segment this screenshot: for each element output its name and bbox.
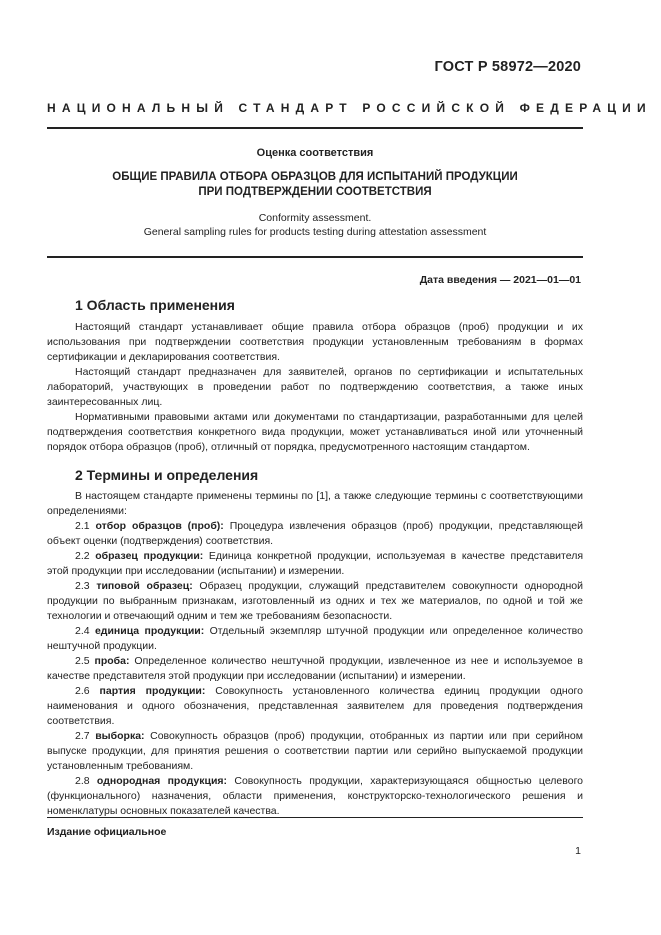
edition-note: Издание официальное: [47, 826, 167, 838]
term-number: 2.7: [75, 730, 90, 742]
main-title-line1: ОБЩИЕ ПРАВИЛА ОТБОРА ОБРАЗЦОВ ДЛЯ ИСПЫТАНИЙ ПРОДУКЦИИ: [112, 171, 518, 183]
term-entry: [47, 729, 583, 774]
english-title-line2: General sampling rules for products testing during attestation assessment: [143, 226, 487, 238]
english-title: [47, 211, 583, 239]
term-name: единица продукции:: [94, 625, 205, 637]
main-content: [47, 297, 583, 819]
term-name: однородная продукция:: [96, 775, 228, 787]
term-entry: [47, 579, 583, 624]
section2-heading: 2 Термины и определения: [75, 467, 259, 483]
term-number: 2.5: [75, 655, 90, 667]
gost-code: ГОСТ Р 58972—2020: [434, 59, 581, 75]
top-divider: [47, 127, 583, 129]
term-definition: Совокупность образцов (проб) продукции, отобранных из партии или при серийном выпуске продукции, для принятия решения о соответствии партии или серийно выпускаемой продукции установленным требованиям.: [47, 730, 583, 772]
section-label: Оценка соответствия: [256, 147, 374, 159]
term-definition: Определенное количество нештучной продукции, извлеченное из нее и используемое в качестве представителя этой продукции при исследовании (испытании) и измерении.: [47, 655, 584, 682]
term-name: типовой образец:: [96, 580, 193, 592]
term-number: 2.8: [75, 775, 90, 787]
term-entry: [47, 519, 583, 549]
term-name: отбор образцов (проб):: [95, 520, 224, 532]
section1-paragraph: Настоящий стандарт устанавливает общие правила отбора образцов (проб) продукции и их использования при подтверждении соответствия продукции установленным требованиям в формах сертификации и декларирования соответствия.: [47, 321, 583, 363]
term-name: партия продукции:: [99, 685, 206, 697]
term-number: 2.3: [75, 580, 90, 592]
term-name: выборка:: [95, 730, 145, 742]
term-definition: Единица конкретной продукции, используемая в качестве представителя этой продукции при исследовании (испытании) и измерении.: [47, 550, 584, 577]
term-definition: Отдельный экземпляр штучной продукции или определенное количество нештучной продукции.: [47, 625, 583, 652]
section1-heading: 1 Область применения: [75, 297, 235, 313]
term-entry: [47, 774, 583, 819]
term-entry: [47, 654, 583, 684]
page-number: 1: [575, 845, 581, 857]
section2-intro: В настоящем стандарте применены термины по [1], а также следующие термины с соответствующими определениями:: [47, 490, 583, 517]
term-number: 2.2: [75, 550, 90, 562]
intro-date: Дата введения — 2021—01—01: [419, 274, 581, 286]
term-name: проба:: [94, 655, 130, 667]
term-number: 2.6: [75, 685, 90, 697]
footer-divider: [47, 817, 583, 818]
term-entry: [47, 684, 583, 729]
term-number: 2.1: [75, 520, 90, 532]
section1-paragraph: Настоящий стандарт предназначен для заявителей, органов по сертификации и испытательных лабораторий, участвующих в проведении работ по подтверждению соответствия, а также иных заинтересованных лиц.: [47, 366, 583, 408]
term-definition: Совокупность продукции, характеризующаяся общностью целевого (функционального) назначения, области применения, конструкторско-технологического решения и номенклатуры основных показателей качества.: [47, 775, 584, 817]
section1-paragraph: Нормативными правовыми актами или документами по стандартизации, разработанными для целей подтверждения соответствия конкретного вида продукции, может устанавливаться иной или уточненный порядок отбора образцов (проб), отличный от порядка, предусмотренного настоящим стандартом.: [47, 411, 583, 453]
main-title: [47, 170, 583, 200]
term-entry: [47, 624, 583, 654]
term-number: 2.4: [75, 625, 90, 637]
main-title-line2: ПРИ ПОДТВЕРЖДЕНИИ СООТВЕТСТВИЯ: [198, 186, 432, 198]
national-standard-banner: НАЦИОНАЛЬНЫЙ СТАНДАРТ РОССИЙСКОЙ ФЕДЕРАЦИИ: [47, 101, 652, 115]
title-divider: [47, 256, 583, 258]
term-definition: Процедура извлечения образцов (проб) продукции, представляющей объект оценки (подтверждения) соответствия.: [47, 520, 583, 547]
term-definition: Образец продукции, служащий представителем совокупности однородной продукции по выбранным признакам, изготовленный из одних и тех же материалов, по одной и той же технологии и отвечающий одним и тем же требованиям безопасности.: [47, 580, 583, 622]
term-definition: Совокупность установленного количества единиц продукции одного наименования и одного обозначения, представленная заявителем для проведения подтверждения соответствия.: [47, 685, 583, 727]
english-title-line1: Conformity assessment.: [258, 212, 372, 224]
term-name: образец продукции:: [95, 550, 204, 562]
term-entry: [47, 549, 583, 579]
